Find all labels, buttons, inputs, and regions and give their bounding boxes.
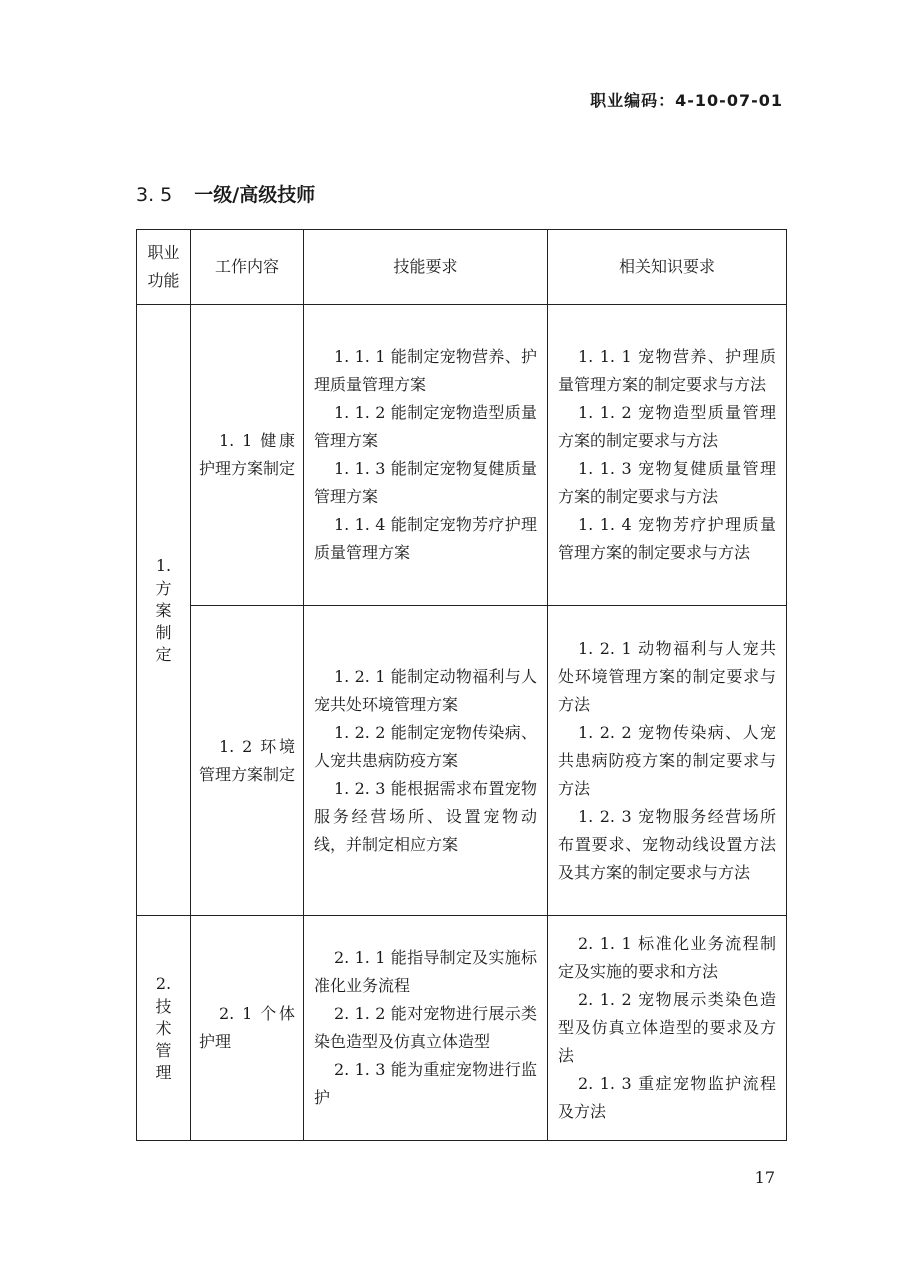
skill-item: 1. 1. 1 能制定宠物营养、护理质量管理方案 bbox=[314, 347, 537, 394]
knowledge-cell bbox=[548, 606, 787, 916]
knowledge-item: 1. 1. 1 宠物营养、护理质量管理方案的制定要求与方法 bbox=[558, 347, 776, 394]
work-content: 1. 2 环境管理方案制定 bbox=[199, 736, 296, 784]
header-knowledge: 相关知识要求 bbox=[548, 230, 787, 305]
knowledge-item: 1. 1. 3 宠物复健质量管理方案的制定要求与方法 bbox=[558, 459, 776, 506]
skill-item: 1. 2. 2 能制定宠物传染病、人宠共患病防疫方案 bbox=[314, 722, 537, 770]
work-content: 1. 1 健康护理方案制定 bbox=[199, 431, 296, 478]
function-char: 定 bbox=[155, 645, 172, 664]
section-heading bbox=[136, 180, 315, 207]
skill-item: 1. 1. 3 能制定宠物复健质量管理方案 bbox=[314, 459, 537, 506]
skill-item: 1. 2. 1 能制定动物福利与人宠共处环境管理方案 bbox=[314, 666, 537, 714]
skill-item: 2. 1. 3 能为重症宠物进行监护 bbox=[314, 1060, 537, 1107]
skill-item: 2. 1. 2 能对宠物进行展示类染色造型及仿真立体造型 bbox=[314, 1004, 537, 1051]
knowledge-item: 2. 1. 3 重症宠物监护流程及方法 bbox=[558, 1074, 776, 1121]
work-content-cell bbox=[191, 916, 304, 1141]
function-number: 2. bbox=[155, 974, 172, 993]
function-char: 方 bbox=[155, 579, 172, 598]
skill-item: 1. 2. 3 能根据需求布置宠物服务经营场所、设置宠物动线，并制定相应方案 bbox=[314, 778, 537, 854]
function-char: 管 bbox=[155, 1041, 172, 1060]
function-cell-2 bbox=[137, 916, 191, 1141]
knowledge-item: 2. 1. 1 标准化业务流程制定及实施的要求和方法 bbox=[558, 934, 776, 981]
section-title: 一级/高级技师 bbox=[194, 184, 316, 206]
work-content-cell bbox=[191, 305, 304, 606]
knowledge-item: 1. 2. 1 动物福利与人宠共处环境管理方案的制定要求与方法 bbox=[558, 638, 776, 714]
header-func: 职业功能 bbox=[137, 230, 191, 305]
header-skill: 技能要求 bbox=[304, 230, 548, 305]
function-char: 理 bbox=[155, 1063, 172, 1082]
table-row bbox=[137, 305, 787, 606]
section-number: 3. 5 bbox=[136, 184, 173, 206]
table-row bbox=[137, 606, 787, 916]
knowledge-item: 1. 1. 2 宠物造型质量管理方案的制定要求与方法 bbox=[558, 403, 776, 450]
function-char: 案 bbox=[155, 601, 172, 620]
occupation-code: 职业编码：4-10-07-01 bbox=[590, 91, 783, 110]
function-char: 制 bbox=[155, 623, 172, 642]
skill-item: 1. 1. 4 能制定宠物芳疗护理质量管理方案 bbox=[314, 515, 537, 562]
skill-cell bbox=[304, 606, 548, 916]
table-header-row bbox=[137, 230, 787, 305]
knowledge-item: 1. 2. 3 宠物服务经营场所布置要求、宠物动线设置方法及其方案的制定要求与方法 bbox=[558, 806, 776, 882]
header-work: 工作内容 bbox=[191, 230, 304, 305]
function-char: 术 bbox=[155, 1019, 172, 1038]
skill-requirements-table bbox=[136, 229, 787, 1141]
function-cell-1 bbox=[137, 305, 191, 916]
function-char: 技 bbox=[155, 997, 172, 1016]
work-content-cell bbox=[191, 606, 304, 916]
skill-cell bbox=[304, 305, 548, 606]
knowledge-item: 2. 1. 2 宠物展示类染色造型及仿真立体造型的要求及方法 bbox=[558, 990, 776, 1065]
skill-item: 1. 1. 2 能制定宠物造型质量管理方案 bbox=[314, 403, 537, 450]
skill-cell bbox=[304, 916, 548, 1141]
knowledge-item: 1. 2. 2 宠物传染病、人宠共患病防疫方案的制定要求与方法 bbox=[558, 722, 776, 798]
knowledge-cell bbox=[548, 305, 787, 606]
page-number: 17 bbox=[754, 1168, 775, 1187]
work-content: 2. 1 个体护理 bbox=[199, 1004, 295, 1051]
table-row bbox=[137, 916, 787, 1141]
knowledge-cell bbox=[548, 916, 787, 1141]
skill-item: 2. 1. 1 能指导制定及实施标准化业务流程 bbox=[314, 948, 537, 995]
function-number: 1. bbox=[155, 556, 172, 575]
knowledge-item: 1. 1. 4 宠物芳疗护理质量管理方案的制定要求与方法 bbox=[558, 515, 776, 562]
